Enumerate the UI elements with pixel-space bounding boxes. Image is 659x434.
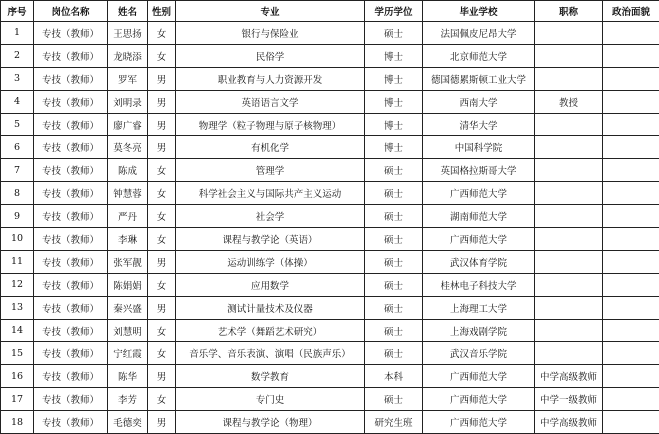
table-header bbox=[1, 1, 659, 22]
cell-major: 管理学 bbox=[176, 159, 365, 182]
cell-school: 武汉音乐学院 bbox=[423, 342, 535, 365]
cell-degree: 硕士 bbox=[365, 342, 423, 365]
cell-gender: 女 bbox=[148, 319, 176, 342]
cell-name: 毛德奕 bbox=[108, 411, 148, 434]
table-row bbox=[1, 113, 659, 136]
cell-position: 专技（教师） bbox=[34, 182, 108, 205]
cell-name: 陈娟娟 bbox=[108, 273, 148, 296]
cell-school: 武汉体育学院 bbox=[423, 250, 535, 273]
table-row bbox=[1, 67, 659, 90]
cell-index: 16 bbox=[1, 365, 34, 388]
cell-index: 1 bbox=[1, 22, 34, 45]
header-degree: 学历学位 bbox=[365, 1, 423, 22]
cell-position: 专技（教师） bbox=[34, 44, 108, 67]
table-row bbox=[1, 250, 659, 273]
cell-degree: 硕士 bbox=[365, 250, 423, 273]
cell-title bbox=[535, 44, 603, 67]
table-row bbox=[1, 296, 659, 319]
cell-title bbox=[535, 228, 603, 251]
cell-index: 9 bbox=[1, 205, 34, 228]
cell-degree: 硕士 bbox=[365, 319, 423, 342]
cell-name: 廖广睿 bbox=[108, 113, 148, 136]
cell-major: 音乐学、音乐表演、演唱（民族声乐） bbox=[176, 342, 365, 365]
cell-gender: 男 bbox=[148, 296, 176, 319]
cell-school: 广西师范大学 bbox=[423, 228, 535, 251]
cell-name: 秦兴盛 bbox=[108, 296, 148, 319]
cell-gender: 女 bbox=[148, 182, 176, 205]
cell-position: 专技（教师） bbox=[34, 67, 108, 90]
cell-major: 运动训练学（体操） bbox=[176, 250, 365, 273]
cell-political-status bbox=[603, 205, 659, 228]
cell-gender: 女 bbox=[148, 342, 176, 365]
cell-title: 中学高级教师 bbox=[535, 365, 603, 388]
cell-degree: 硕士 bbox=[365, 182, 423, 205]
cell-school: 上海理工大学 bbox=[423, 296, 535, 319]
cell-index: 11 bbox=[1, 250, 34, 273]
cell-index: 12 bbox=[1, 273, 34, 296]
header-major: 专业 bbox=[176, 1, 365, 22]
cell-position: 专技（教师） bbox=[34, 205, 108, 228]
table-row bbox=[1, 159, 659, 182]
cell-political-status bbox=[603, 113, 659, 136]
cell-political-status bbox=[603, 159, 659, 182]
cell-position: 专技（教师） bbox=[34, 136, 108, 159]
cell-school: 广西师范大学 bbox=[423, 365, 535, 388]
cell-position: 专技（教师） bbox=[34, 250, 108, 273]
cell-index: 10 bbox=[1, 228, 34, 251]
cell-title bbox=[535, 296, 603, 319]
table-row bbox=[1, 365, 659, 388]
cell-major: 社会学 bbox=[176, 205, 365, 228]
cell-major: 测试计量技术及仪器 bbox=[176, 296, 365, 319]
cell-degree: 硕士 bbox=[365, 159, 423, 182]
cell-major: 数学教育 bbox=[176, 365, 365, 388]
cell-school: 湖南师范大学 bbox=[423, 205, 535, 228]
cell-gender: 女 bbox=[148, 44, 176, 67]
cell-name: 钟慧蓉 bbox=[108, 182, 148, 205]
cell-title bbox=[535, 22, 603, 45]
cell-index: 7 bbox=[1, 159, 34, 182]
table-row bbox=[1, 22, 659, 45]
cell-index: 18 bbox=[1, 411, 34, 434]
cell-school: 西南大学 bbox=[423, 90, 535, 113]
table-body bbox=[1, 22, 659, 434]
cell-gender: 男 bbox=[148, 67, 176, 90]
cell-gender: 女 bbox=[148, 228, 176, 251]
header-row bbox=[1, 1, 659, 22]
cell-degree: 本科 bbox=[365, 365, 423, 388]
cell-major: 物理学（粒子物理与原子核物理） bbox=[176, 113, 365, 136]
cell-school: 上海戏剧学院 bbox=[423, 319, 535, 342]
header-position: 岗位名称 bbox=[34, 1, 108, 22]
cell-name: 宁红霞 bbox=[108, 342, 148, 365]
cell-gender: 女 bbox=[148, 22, 176, 45]
table-row bbox=[1, 205, 659, 228]
cell-title bbox=[535, 159, 603, 182]
cell-gender: 女 bbox=[148, 205, 176, 228]
table-row bbox=[1, 411, 659, 434]
cell-degree: 博士 bbox=[365, 67, 423, 90]
cell-name: 张军靓 bbox=[108, 250, 148, 273]
cell-gender: 男 bbox=[148, 411, 176, 434]
cell-name: 龙晓添 bbox=[108, 44, 148, 67]
cell-school: 英国格拉斯哥大学 bbox=[423, 159, 535, 182]
cell-index: 3 bbox=[1, 67, 34, 90]
cell-position: 专技（教师） bbox=[34, 296, 108, 319]
cell-title bbox=[535, 67, 603, 90]
cell-position: 专技（教师） bbox=[34, 411, 108, 434]
cell-title bbox=[535, 342, 603, 365]
cell-major: 民俗学 bbox=[176, 44, 365, 67]
cell-degree: 硕士 bbox=[365, 228, 423, 251]
cell-school: 桂林电子科技大学 bbox=[423, 273, 535, 296]
table-row bbox=[1, 136, 659, 159]
table-row bbox=[1, 228, 659, 251]
cell-index: 4 bbox=[1, 90, 34, 113]
cell-degree: 硕士 bbox=[365, 205, 423, 228]
cell-degree: 硕士 bbox=[365, 273, 423, 296]
cell-gender: 女 bbox=[148, 273, 176, 296]
cell-major: 科学社会主义与国际共产主义运动 bbox=[176, 182, 365, 205]
cell-degree: 硕士 bbox=[365, 296, 423, 319]
header-index: 序号 bbox=[1, 1, 34, 22]
cell-political-status bbox=[603, 365, 659, 388]
header-political-status: 政治面貌 bbox=[603, 1, 659, 22]
cell-title bbox=[535, 205, 603, 228]
cell-position: 专技（教师） bbox=[34, 319, 108, 342]
cell-school: 清华大学 bbox=[423, 113, 535, 136]
cell-major: 银行与保险业 bbox=[176, 22, 365, 45]
cell-political-status bbox=[603, 411, 659, 434]
cell-school: 广西师范大学 bbox=[423, 182, 535, 205]
cell-school: 广西师范大学 bbox=[423, 411, 535, 434]
cell-major: 课程与教学论（英语） bbox=[176, 228, 365, 251]
table-row bbox=[1, 273, 659, 296]
cell-title bbox=[535, 136, 603, 159]
cell-political-status bbox=[603, 67, 659, 90]
cell-political-status bbox=[603, 273, 659, 296]
cell-gender: 女 bbox=[148, 388, 176, 411]
cell-title: 中学一级教师 bbox=[535, 388, 603, 411]
cell-name: 陈成 bbox=[108, 159, 148, 182]
cell-school: 中国科学院 bbox=[423, 136, 535, 159]
header-name: 姓名 bbox=[108, 1, 148, 22]
cell-name: 刘明录 bbox=[108, 90, 148, 113]
cell-index: 13 bbox=[1, 296, 34, 319]
table-row bbox=[1, 44, 659, 67]
cell-major: 艺术学（舞蹈艺术研究） bbox=[176, 319, 365, 342]
cell-index: 6 bbox=[1, 136, 34, 159]
cell-political-status bbox=[603, 250, 659, 273]
cell-political-status bbox=[603, 90, 659, 113]
cell-political-status bbox=[603, 44, 659, 67]
cell-major: 专门史 bbox=[176, 388, 365, 411]
cell-gender: 男 bbox=[148, 136, 176, 159]
header-title: 职称 bbox=[535, 1, 603, 22]
cell-political-status bbox=[603, 296, 659, 319]
cell-name: 李琳 bbox=[108, 228, 148, 251]
cell-degree: 博士 bbox=[365, 44, 423, 67]
cell-major: 课程与教学论（物理） bbox=[176, 411, 365, 434]
cell-political-status bbox=[603, 182, 659, 205]
cell-position: 专技（教师） bbox=[34, 228, 108, 251]
cell-index: 8 bbox=[1, 182, 34, 205]
cell-position: 专技（教师） bbox=[34, 113, 108, 136]
cell-political-status bbox=[603, 388, 659, 411]
cell-political-status bbox=[603, 342, 659, 365]
cell-title: 中学高级教师 bbox=[535, 411, 603, 434]
cell-title bbox=[535, 113, 603, 136]
cell-title bbox=[535, 182, 603, 205]
cell-name: 刘慧明 bbox=[108, 319, 148, 342]
cell-title bbox=[535, 250, 603, 273]
cell-major: 应用数学 bbox=[176, 273, 365, 296]
table-row bbox=[1, 319, 659, 342]
cell-gender: 女 bbox=[148, 159, 176, 182]
cell-gender: 男 bbox=[148, 365, 176, 388]
cell-title bbox=[535, 319, 603, 342]
table-row bbox=[1, 342, 659, 365]
cell-index: 5 bbox=[1, 113, 34, 136]
table-row bbox=[1, 90, 659, 113]
cell-title: 教授 bbox=[535, 90, 603, 113]
cell-index: 14 bbox=[1, 319, 34, 342]
cell-title bbox=[535, 273, 603, 296]
cell-name: 罗军 bbox=[108, 67, 148, 90]
cell-index: 15 bbox=[1, 342, 34, 365]
cell-degree: 硕士 bbox=[365, 22, 423, 45]
header-school: 毕业学校 bbox=[423, 1, 535, 22]
cell-major: 职业教育与人力资源开发 bbox=[176, 67, 365, 90]
cell-index: 2 bbox=[1, 44, 34, 67]
cell-school: 德国德累斯顿工业大学 bbox=[423, 67, 535, 90]
cell-position: 专技（教师） bbox=[34, 365, 108, 388]
cell-position: 专技（教师） bbox=[34, 22, 108, 45]
cell-degree: 博士 bbox=[365, 90, 423, 113]
cell-name: 莫冬亮 bbox=[108, 136, 148, 159]
cell-name: 陈华 bbox=[108, 365, 148, 388]
cell-gender: 男 bbox=[148, 90, 176, 113]
cell-position: 专技（教师） bbox=[34, 342, 108, 365]
cell-political-status bbox=[603, 136, 659, 159]
cell-degree: 博士 bbox=[365, 113, 423, 136]
cell-name: 李芳 bbox=[108, 388, 148, 411]
cell-school: 北京师范大学 bbox=[423, 44, 535, 67]
cell-index: 17 bbox=[1, 388, 34, 411]
cell-position: 专技（教师） bbox=[34, 90, 108, 113]
table-row bbox=[1, 182, 659, 205]
cell-position: 专技（教师） bbox=[34, 159, 108, 182]
cell-degree: 硕士 bbox=[365, 388, 423, 411]
cell-political-status bbox=[603, 22, 659, 45]
cell-name: 王思扬 bbox=[108, 22, 148, 45]
cell-name: 严丹 bbox=[108, 205, 148, 228]
cell-major: 英语语言文学 bbox=[176, 90, 365, 113]
cell-gender: 男 bbox=[148, 113, 176, 136]
cell-degree: 研究生班 bbox=[365, 411, 423, 434]
cell-school: 法国佩皮尼昂大学 bbox=[423, 22, 535, 45]
cell-school: 广西师范大学 bbox=[423, 388, 535, 411]
cell-political-status bbox=[603, 319, 659, 342]
cell-position: 专技（教师） bbox=[34, 273, 108, 296]
cell-political-status bbox=[603, 228, 659, 251]
cell-position: 专技（教师） bbox=[34, 388, 108, 411]
cell-gender: 男 bbox=[148, 250, 176, 273]
cell-degree: 博士 bbox=[365, 136, 423, 159]
table-row bbox=[1, 388, 659, 411]
cell-major: 有机化学 bbox=[176, 136, 365, 159]
header-gender: 性别 bbox=[148, 1, 176, 22]
